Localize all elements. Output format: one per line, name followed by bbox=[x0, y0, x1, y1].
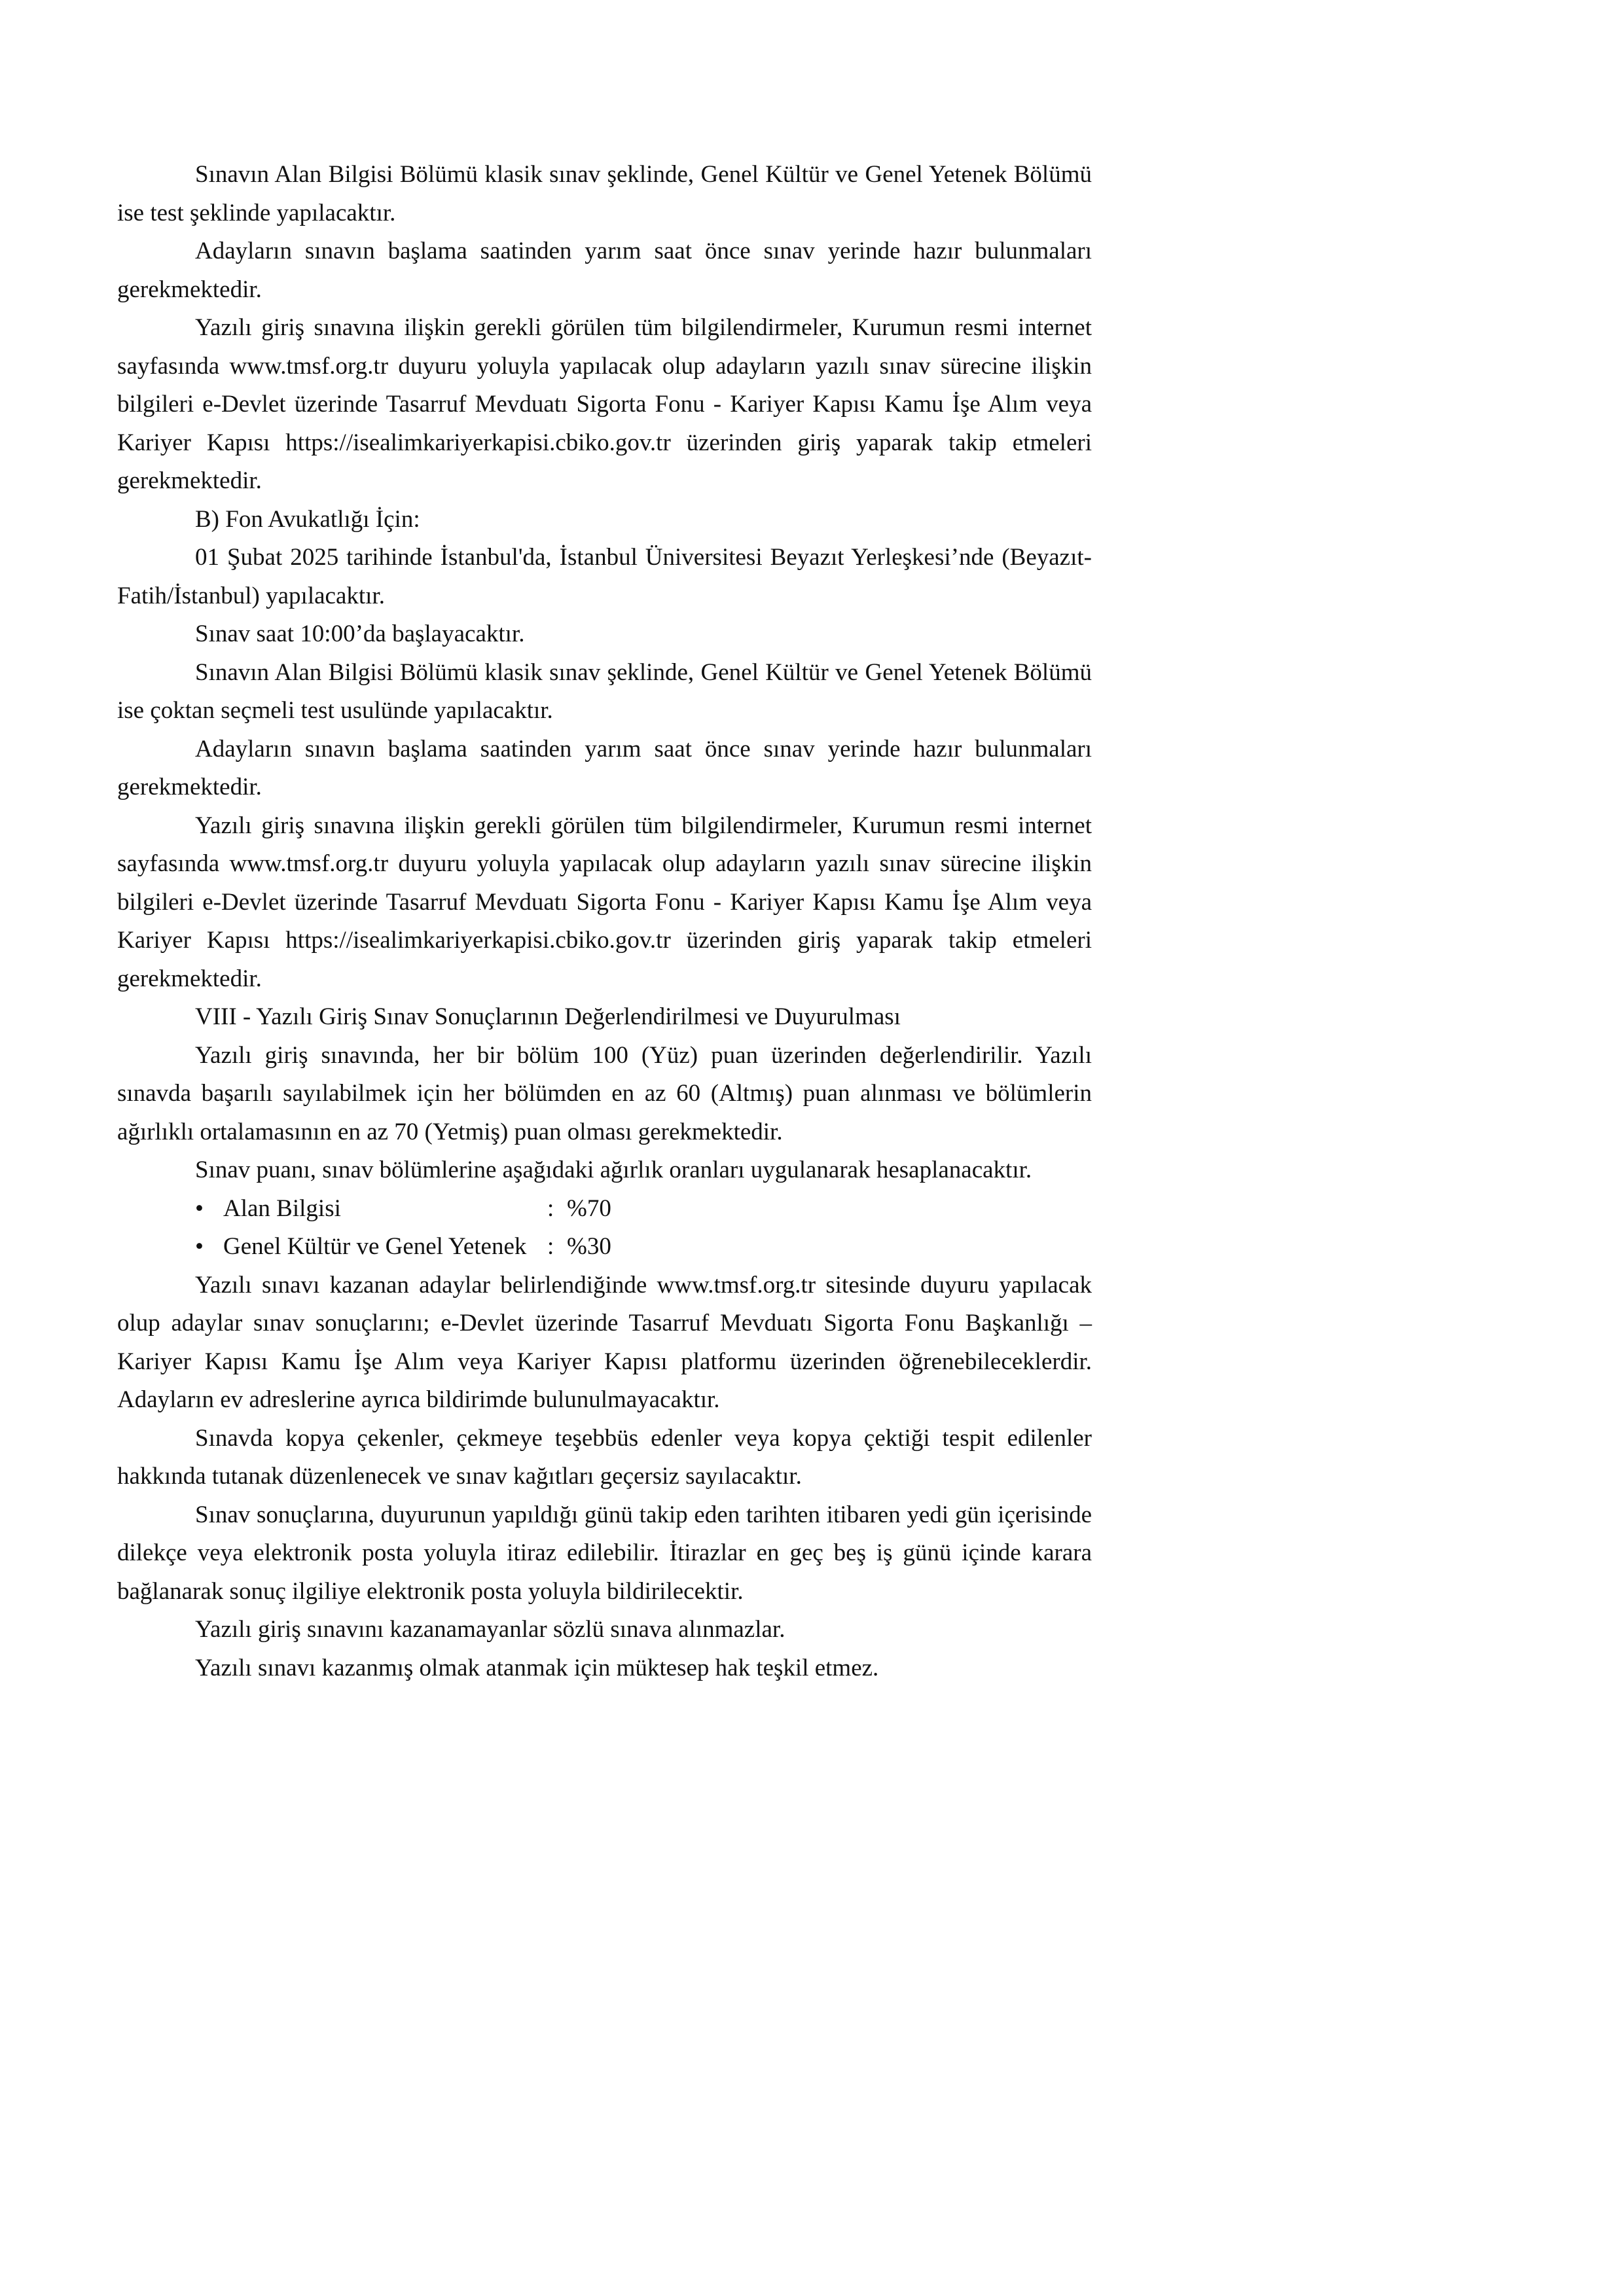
paragraph-date-location-b: 01 Şubat 2025 tarihinde İstanbul'da, İstanbul Üniversitesi Beyazıt Yerleşkesi’nde (Beyazıt-Fatih/İstanbul) yapılacaktır. bbox=[117, 544, 1092, 609]
paragraph-start-time-b: Sınav saat 10:00’da başlayacaktır. bbox=[195, 620, 525, 647]
weight-item-field-knowledge bbox=[117, 1190, 1092, 1229]
paragraph-objections: Sınav sonuçlarına, duyurunun yapıldığı günü takip eden tarihten itibaren yedi gün içerisinde dilekçe veya elektronik posta yoluyla itiraz edilebilir. İtirazlar en geç beş iş günü içinde karara bağlanarak sonuç ilgiliye elektronik posta yoluyla bildirilecektir. bbox=[117, 1501, 1092, 1605]
paragraph-cheating: Sınavda kopya çekenler, çekmeye teşebbüs edenler veya kopya çektiği tespit edilenler hakkında tutanak düzenlenecek ve sınav kağıtları geçersiz sayılacaktır. bbox=[117, 1424, 1092, 1490]
paragraph-results-announcement: Yazılı sınavı kazanan adaylar belirlendiğinde www.tmsf.org.tr sitesinde duyuru yapılacak olup adaylar sınav sonuçlarını; e-Devlet üzerinde Tasarruf Mevduatı Sigorta Fonu Başkanlığı – Kariyer Kapısı Kamu İşe Alım veya Kariyer Kapısı platformu üzerinden öğrenebileceklerdir. Adayların ev adreslerine ayrıca bildirimde bulunulmayacaktır. bbox=[117, 1271, 1092, 1413]
paragraph-weights-intro: Sınav puanı, sınav bölümlerine aşağıdaki ağırlık oranları uygulanarak hesaplanacaktır. bbox=[195, 1157, 1032, 1183]
paragraph-arrival-a: Adayların sınavın başlama saatinden yarım saat önce sınav yerinde hazır bulunmaları gerekmektedir. bbox=[117, 238, 1092, 303]
weight-item-general-culture bbox=[117, 1228, 1092, 1266]
weight-label: Alan Bilgisi bbox=[223, 1194, 341, 1222]
document-body bbox=[117, 156, 1092, 1687]
paragraph-exam-format-a: Sınavın Alan Bilgisi Bölümü klasik sınav şeklinde, Genel Kültür ve Genel Yetenek Bölümü ise test şeklinde yapılacaktır. bbox=[117, 161, 1092, 226]
weight-label: Genel Kültür ve Genel Yetenek bbox=[223, 1233, 527, 1260]
paragraph-no-acquired-right: Yazılı sınavı kazanmış olmak atanmak için müktesep hak teşkil etmez. bbox=[195, 1654, 879, 1681]
weight-separator: : bbox=[547, 1233, 554, 1260]
paragraph-exam-format-b: Sınavın Alan Bilgisi Bölümü klasik sınav şeklinde, Genel Kültür ve Genel Yetenek Bölümü ise çoktan seçmeli test usulünde yapılacaktır. bbox=[117, 658, 1092, 724]
section-viii-heading: VIII - Yazılı Giriş Sınav Sonuçlarının Değerlendirilmesi ve Duyurulması bbox=[195, 1003, 901, 1030]
paragraph-announcements-b: Yazılı giriş sınavına ilişkin gerekli görülen tüm bilgilendirmeler, Kurumun resmi internet sayfasında www.tmsf.org.tr duyuru yoluyla yapılacak olup adayların yazılı sınav sürecine ilişkin bilgileri e-Devlet üzerinde Tasarruf Mevduatı Sigorta Fonu - Kariyer Kapısı Kamu İşe Alım veya Kariyer Kapısı https://isealimkariyerkapisi.cbiko.gov.tr üzerinden giriş yaparak takip etmeleri gerekmektedir. bbox=[117, 812, 1092, 992]
bullet-icon: • bbox=[195, 1194, 204, 1222]
bullet-icon: • bbox=[195, 1233, 204, 1260]
weight-value: %70 bbox=[567, 1194, 611, 1222]
weight-separator: : bbox=[547, 1194, 554, 1222]
paragraph-announcements-a: Yazılı giriş sınavına ilişkin gerekli görülen tüm bilgilendirmeler, Kurumun resmi internet sayfasında www.tmsf.org.tr duyuru yoluyla yapılacak olup adayların yazılı sınav sürecine ilişkin bilgileri e-Devlet üzerinde Tasarruf Mevduatı Sigorta Fonu - Kariyer Kapısı Kamu İşe Alım veya Kariyer Kapısı https://isealimkariyerkapisi.cbiko.gov.tr üzerinden giriş yaparak takip etmeleri gerekmektedir. bbox=[117, 314, 1092, 494]
paragraph-arrival-b: Adayların sınavın başlama saatinden yarım saat önce sınav yerinde hazır bulunmaları gerekmektedir. bbox=[117, 735, 1092, 800]
section-b-heading: B) Fon Avukatlığı İçin: bbox=[195, 505, 420, 533]
weight-value: %30 bbox=[567, 1233, 611, 1260]
paragraph-oral-exam: Yazılı giriş sınavını kazanamayanlar sözlü sınava alınmazlar. bbox=[195, 1616, 785, 1643]
paragraph-scoring: Yazılı giriş sınavında, her bir bölüm 100 (Yüz) puan üzerinden değerlendirilir. Yazılı sınavda başarılı sayılabilmek için her bölümden en az 60 (Altmış) puan alınması ve bölümlerin ağırlıklı ortalamasının en az 70 (Yetmiş) puan olması gerekmektedir. bbox=[117, 1041, 1092, 1145]
